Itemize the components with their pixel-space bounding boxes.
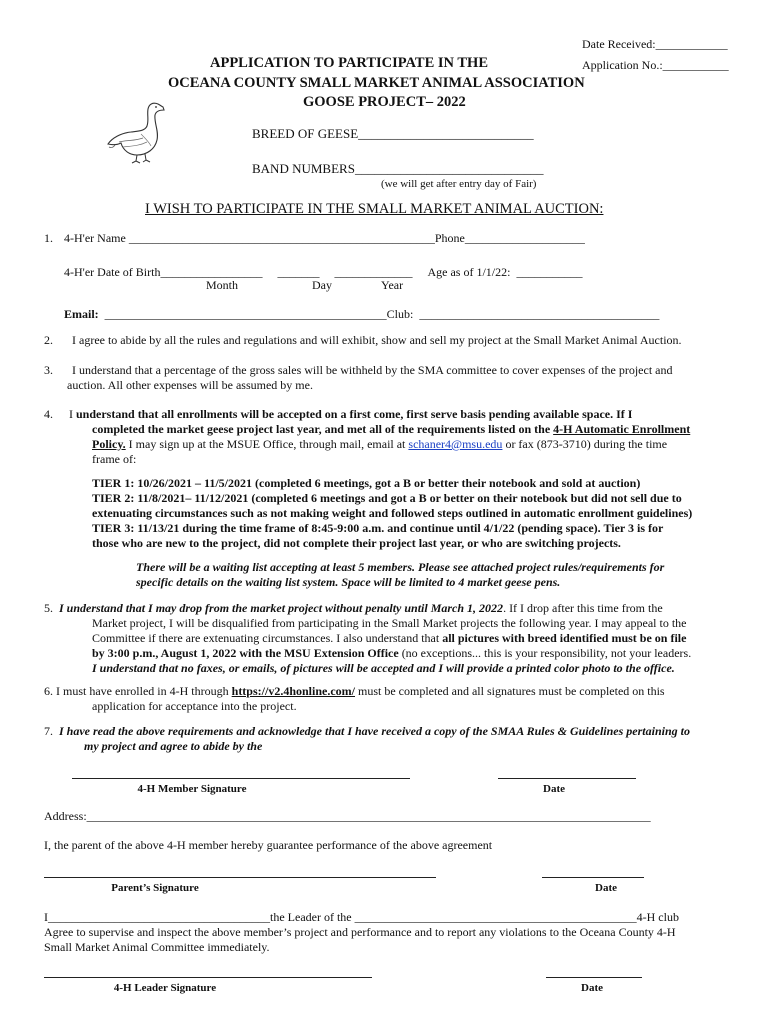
date-received-field[interactable]: Date Received:____________ (582, 37, 728, 51)
member-signature-line[interactable] (72, 778, 410, 779)
dob-row[interactable]: 4-H'er Date of Birth_________________ _______ _____________ Age as of 1/1/22: ___________ (64, 265, 583, 279)
leader-agree-line-1: Agree to supervise and inspect the above member’s project and performance and to report any violations to the Oceana County 4-H (44, 925, 676, 939)
item3-line-2: auction. All other expenses will be assumed by me. (67, 378, 313, 392)
item5-line-2: Market project, I will be disqualified from participating in the Small Market projects the following year. I may appeal to the (92, 616, 687, 630)
item3-line-1: I understand that a percentage of the gross sales will be withheld by the SMA committee to cover expenses of the project and (72, 363, 673, 377)
breed-of-geese-field[interactable]: BREED OF GEESE___________________________ (252, 126, 534, 141)
item6-line-1: 6. I must have enrolled in 4-H through https://v2.4honline.com/ must be completed and all signatures must be completed on this (44, 684, 665, 698)
year-label: Year (381, 278, 404, 292)
address-field[interactable]: Address:______________________________________________________________________________________________ (44, 809, 651, 823)
member-date-label: Date (543, 783, 565, 795)
auction-heading: I WISH TO PARTICIPATE IN THE SMALL MARKET ANIMAL AUCTION: (145, 201, 604, 217)
waiting-list-line-2: specific details on the waiting list system. Space will be limited to 4 market geese pens. (136, 575, 561, 589)
member-date-line[interactable] (498, 778, 636, 779)
item4-number: 4. (44, 407, 53, 421)
tier-1: TIER 1: 10/26/2021 – 11/5/2021 (completed 6 meetings, got a B or better their notebook and sold at auction) (92, 476, 641, 490)
tier-2: TIER 2: 11/8/2021– 11/12/2021 (completed 6 meetings and got a B or better on their notebook but did not sell due to (92, 491, 682, 505)
item5-line-3: Committee if there are extenuating circumstances. I also understand that all pictures with breed identified must be on file (92, 631, 687, 645)
club-label: Club: (386, 307, 414, 321)
day-label: Day (312, 278, 332, 292)
parent-signature-line[interactable] (44, 877, 436, 878)
waiting-list-line-1: There will be a waiting list accepting at least 5 members. Please see attached project rules/requirements for (136, 560, 665, 574)
automatic-enrollment-policy: 4-H Automatic Enrollment (553, 422, 691, 436)
tier-3: TIER 3: 11/13/21 during the time frame of 8:45-9:00 a.m. and continue until 4/1/22 (pending space). Tier 3 is for (92, 521, 664, 535)
title-line-3: GOOSE PROJECT– 2022 (303, 94, 466, 110)
item5-line-5: I understand that no faxes, or emails, of pictures will be accepted and I will provide a printed color photo to the office. (92, 661, 675, 675)
leader-date-line[interactable] (546, 977, 642, 978)
4h-online-link[interactable]: https://v2.4honline.com/ (231, 684, 355, 698)
parent-signature-label: Parent’s Signature (111, 882, 199, 894)
address-label: Address: (44, 809, 87, 823)
tier-2-cont: extenuating circumstances such as not making weight and followed steps outlined in automatic enrollment guidelines) (92, 506, 693, 520)
leader-agree-line-2: Small Market Animal Committee immediately. (44, 940, 270, 954)
item2-number: 2. (44, 333, 53, 347)
leader-name-row[interactable]: I_____________________________________the Leader of the _______________________________________________4-H club (44, 910, 679, 924)
name-phone-row[interactable]: 4-H'er Name ___________________________________________________Phone____________________ (64, 231, 585, 245)
leader-signature-label: 4-H Leader Signature (113, 982, 217, 994)
item7-line-1: 7. I have read the above requirements and acknowledge that I have received a copy of the SMAA Rules & Guidelines pertaining to (44, 724, 690, 738)
email-link[interactable]: schaner4@msu.edu (408, 437, 503, 451)
breed-label: BREED OF GEESE (252, 126, 359, 141)
application-number-field[interactable]: Application No.:___________ (582, 58, 729, 72)
title-line-1: APPLICATION TO PARTICIPATE IN THE (210, 55, 488, 71)
item4-line-2: completed the market geese project last year, and met all of the requirements listed on the 4-H Automatic Enrollment (92, 422, 691, 436)
age-label: Age as of 1/1/22: (427, 265, 511, 279)
parent-date-label: Date (595, 882, 617, 894)
item6-line-2: application for acceptance into the project. (92, 699, 297, 713)
item4-line-3: Policy. I may sign up at the MSUE Office, through mail, email at schaner4@msu.edu or fax (873-3710) during the time (92, 437, 668, 451)
band-numbers-field[interactable]: BAND NUMBERS_____________________________ (252, 161, 544, 176)
parent-statement: I, the parent of the above 4-H member hereby guarantee performance of the above agreement (44, 838, 493, 852)
item1-number: 1. (44, 231, 53, 245)
tier-3-cont: those who are new to the project, did not complete their project last year, or who are switching projects. (92, 536, 621, 550)
item3-number: 3. (44, 363, 53, 377)
month-label: Month (206, 278, 239, 292)
item2-text: I agree to abide by all the rules and regulations and will exhibit, show and sell my project at the Small Market Animal Auction. (72, 333, 682, 347)
name-label: 4-H'er Name (64, 231, 126, 245)
item5-line-4: by 3:00 p.m., August 1, 2022 with the MSU Extension Office (no exceptions... this is your responsibility, not your leaders. (92, 646, 692, 660)
member-signature-label: 4-H Member Signature (137, 783, 247, 795)
phone-label: Phone (434, 231, 465, 245)
band-label: BAND NUMBERS (252, 161, 355, 176)
item4-line-1: I understand that all enrollments will be accepted on a first come, first serve basis pending available space. If I (69, 407, 633, 421)
dob-label: 4-H'er Date of Birth (64, 265, 161, 279)
leader-date-label: Date (581, 982, 603, 994)
email-club-row[interactable]: Email: _______________________________________________Club: ________________________________________ (64, 307, 660, 321)
leader-signature-line[interactable] (44, 977, 372, 978)
item7-line-2: my project and agree to abide by the (84, 739, 263, 753)
parent-date-line[interactable] (542, 877, 644, 878)
goose-icon (103, 98, 173, 166)
item4-line-4: frame of: (92, 452, 137, 466)
band-note: (we will get after entry day of Fair) (381, 178, 537, 190)
email-label: Email (64, 307, 95, 321)
item5-line-1: 5. I understand that I may drop from the market project without penalty until March 1, 2022. If I drop after this time from the (44, 601, 663, 615)
title-line-2: OCEANA COUNTY SMALL MARKET ANIMAL ASSOCIATION (168, 75, 585, 91)
